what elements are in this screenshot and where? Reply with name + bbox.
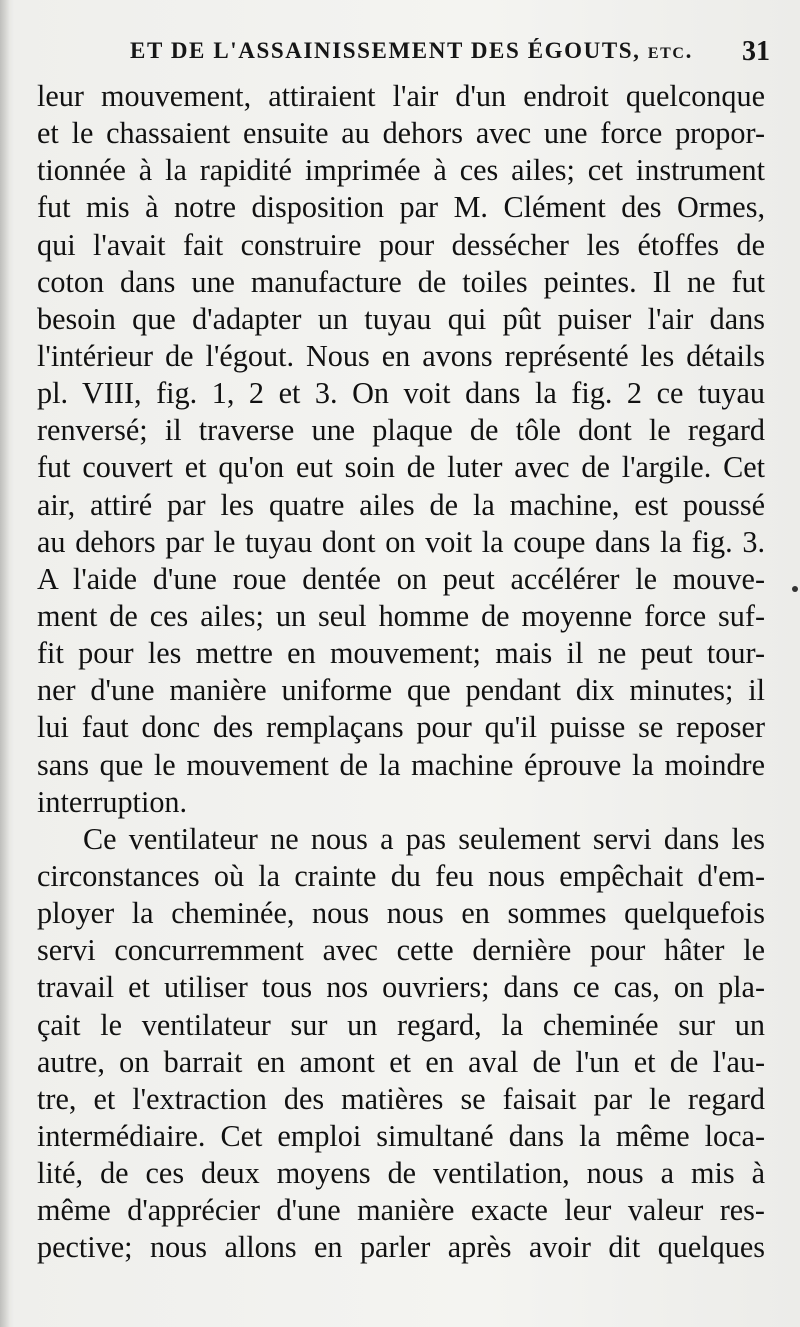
text-line: A l'aide d'une roue dentée on peut accélérer le mouve- (37, 561, 765, 596)
text-line: leur mouvement, attiraient l'air d'un endroit quelconque (37, 79, 765, 113)
body-text (37, 78, 765, 1267)
text-line: autre, on barrait en amont et en aval de l'un et de l'au- (37, 1044, 765, 1079)
text-line: besoin que d'adapter un tuyau qui pût puiser l'air dans (37, 301, 765, 336)
text-line: ment de ces ailes; un seul homme de moyenne force suf- (37, 598, 765, 633)
gutter-shadow (0, 0, 10, 1327)
text-line: sans que le mouvement de la machine éprouve la moindre (37, 747, 765, 782)
page-header (100, 38, 776, 78)
text-line: ner d'une manière uniforme que pendant dix minutes; il (37, 673, 765, 708)
text-line: Ce ventilateur ne nous a pas seulement servi dans les (83, 821, 765, 856)
text-line: l'intérieur de l'égout. Nous en avons représenté les détails (37, 338, 765, 373)
paragraph (37, 821, 765, 1267)
paragraph (37, 78, 765, 821)
text-line: renversé; il traverse une plaque de tôle dont le regard (37, 413, 765, 448)
text-line: intermédiaire. Cet emploi simultané dans la même loca- (37, 1118, 765, 1153)
text-line: tre, et l'extraction des matières se faisait par le regard (37, 1081, 765, 1116)
text-line: lui faut donc des remplaçans pour qu'il puisse se reposer (37, 710, 765, 745)
text-line: pl. VIII, fig. 1, 2 et 3. On voit dans la fig. 2 ce tuyau (37, 376, 765, 411)
text-line: air, attiré par les quatre ailes de la machine, est poussé (37, 487, 765, 522)
text-line: lité, de ces deux moyens de ventilation, nous a mis à (37, 1156, 765, 1191)
text-line: qui l'avait fait construire pour dessécher les étoffes de (37, 227, 765, 262)
text-line: pective; nous allons en parler après avoir dit quelques (37, 1230, 765, 1265)
text-line: fut mis à notre disposition par M. Clément des Ormes, (37, 190, 765, 225)
page-number: 31 (742, 36, 770, 67)
text-line: çait le ventilateur sur un regard, la cheminée sur un (37, 1007, 765, 1042)
text-line: au dehors par le tuyau dont on voit la coupe dans la fig. 3. (37, 524, 765, 559)
text-line: fut couvert et qu'on eut soin de luter avec de l'argile. Cet (37, 450, 765, 485)
text-line: coton dans une manufacture de toiles peintes. Il ne fut (37, 264, 765, 299)
text-line: et le chassaient ensuite au dehors avec une force propor- (37, 116, 765, 151)
text-line: fit pour les mettre en mouvement; mais il ne peut tour- (37, 636, 765, 671)
text-line: tionnée à la rapidité imprimée à ces ailes; cet instrument (37, 153, 765, 188)
text-line: circonstances où la crainte du feu nous empêchait d'em- (37, 858, 765, 893)
text-line: travail et utiliser tous nos ouvriers; dans ce cas, on pla- (37, 970, 765, 1005)
ink-speck (792, 586, 798, 592)
text-line: interruption. (37, 784, 188, 819)
running-title: ET DE L'ASSAINISSEMENT DES ÉGOUTS, etc. (130, 38, 693, 63)
text-line: servi concurremment avec cette dernière pour hâter le (37, 933, 765, 968)
text-line: même d'apprécier d'une manière exacte leur valeur res- (37, 1193, 765, 1228)
text-line: ployer la cheminée, nous nous en sommes quelquefois (37, 896, 765, 931)
